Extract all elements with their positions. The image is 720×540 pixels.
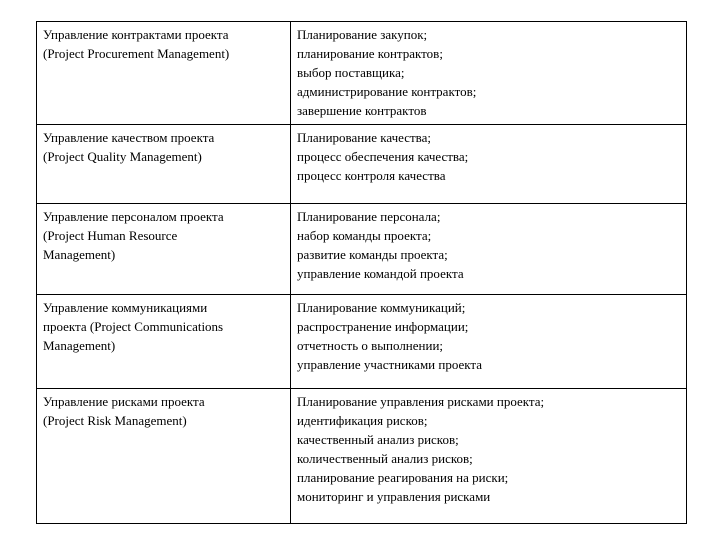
- processes-cell: [291, 204, 687, 295]
- process-text-line: выбор поставщика;: [297, 65, 405, 80]
- table-row: [37, 22, 687, 125]
- process-text-line: завершение контрактов: [297, 103, 427, 118]
- area-text-line: Управление контрактами проекта: [43, 27, 229, 42]
- process-text-line: Планирование персонала;: [297, 209, 441, 224]
- table-row: [37, 295, 687, 389]
- processes-cell: [291, 295, 687, 389]
- process-text-line: отчетность о выполнении;: [297, 338, 444, 353]
- area-text-line: Management): [43, 247, 116, 262]
- process-text-line: Планирование управления рисками проекта;: [297, 394, 545, 409]
- process-text-line: качественный анализ рисков;: [297, 432, 459, 447]
- process-text-line: администрирование контрактов;: [297, 84, 477, 99]
- process-text-line: идентификация рисков;: [297, 413, 428, 428]
- process-text-line: управление командой проекта: [297, 266, 464, 281]
- process-text-line: набор команды проекта;: [297, 228, 432, 243]
- process-text-line: процесс контроля качества: [297, 168, 446, 183]
- area-cell: [37, 295, 291, 389]
- process-text-line: мониторинг и управления рисками: [297, 489, 491, 504]
- area-text-line: Управление коммуникациями: [43, 300, 208, 315]
- table-row: [37, 204, 687, 295]
- area-cell: [37, 125, 291, 204]
- area-text-line: (Project Risk Management): [43, 413, 187, 428]
- area-cell: [37, 204, 291, 295]
- processes-cell: [291, 22, 687, 125]
- process-text-line: планирование реагирования на риски;: [297, 470, 509, 485]
- area-text-line: проекта (Project Communications: [43, 319, 224, 334]
- table-row: [37, 125, 687, 204]
- table-row: [37, 389, 687, 524]
- process-text-line: Планирование закупок;: [297, 27, 428, 42]
- area-text-line: (Project Human Resource: [43, 228, 178, 243]
- area-cell: [37, 389, 291, 524]
- processes-cell: [291, 125, 687, 204]
- process-text-line: Планирование качества;: [297, 130, 432, 145]
- knowledge-areas-table: [36, 21, 687, 524]
- area-text-line: Управление рисками проекта: [43, 394, 205, 409]
- process-text-line: управление участниками проекта: [297, 357, 483, 372]
- process-text-line: количественный анализ рисков;: [297, 451, 473, 466]
- process-text-line: распространение информации;: [297, 319, 469, 334]
- area-text-line: Management): [43, 338, 116, 353]
- area-text-line: Управление качеством проекта: [43, 130, 215, 145]
- area-text-line: (Project Quality Management): [43, 149, 202, 164]
- processes-cell: [291, 389, 687, 524]
- process-text-line: развитие команды проекта;: [297, 247, 448, 262]
- area-cell: [37, 22, 291, 125]
- process-text-line: процесс обеспечения качества;: [297, 149, 469, 164]
- area-text-line: Управление персоналом проекта: [43, 209, 224, 224]
- area-text-line: (Project Procurement Management): [43, 46, 230, 61]
- process-text-line: планирование контрактов;: [297, 46, 443, 61]
- process-text-line: Планирование коммуникаций;: [297, 300, 466, 315]
